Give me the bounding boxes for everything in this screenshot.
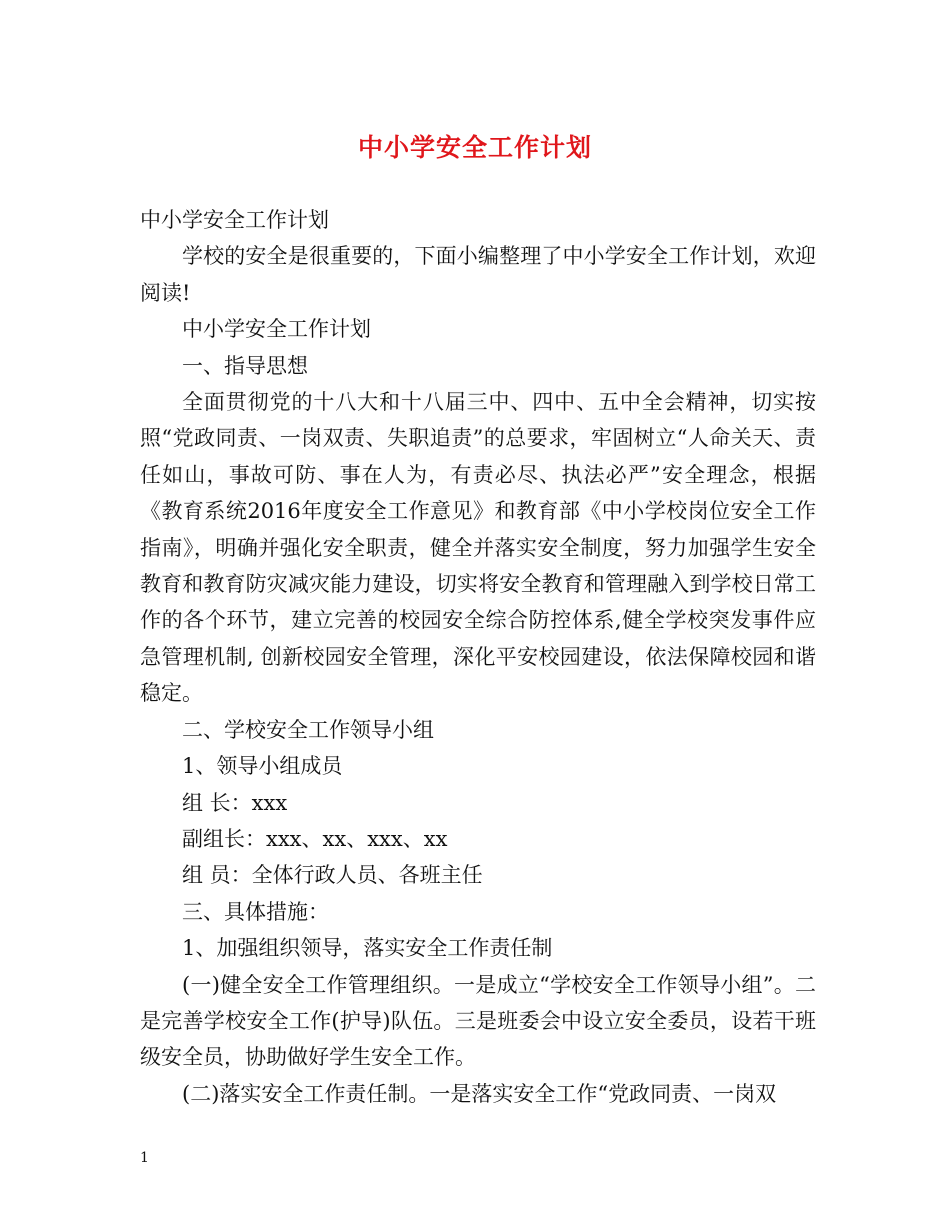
- paragraph: (二)落实安全工作责任制。一是落实安全工作“党政同责、一岗双: [182, 1081, 777, 1106]
- paragraph: 1、加强组织领导，落实安全工作责任制: [182, 936, 553, 961]
- paragraph: 组 员：全体行政人员、各班主任: [182, 863, 483, 888]
- paragraph: 1、领导小组成员: [182, 754, 343, 779]
- page-number: 1: [140, 1150, 149, 1166]
- paragraph: 副组长：xxx、xx、xxx、xx: [182, 826, 448, 851]
- paragraph: (一)健全安全工作管理组织。一是成立“学校安全工作领导小组”。二是完善学校安全工作(护导)队伍。三是班委会中设立安全委员，设若干班级安全员，协助做好学生安全工作。: [140, 972, 816, 1070]
- document-body: [140, 202, 816, 1112]
- paragraph: 全面贯彻党的十八大和十八届三中、四中、五中全会精神，切实按照“党政同责、一岗双责、失职追责”的总要求，牢固树立“人命关天、责任如山，事故可防、事在人为，有责必尽、执法必严”安全理念，根据《教育系统2016年度安全工作意见》和教育部《中小学校岗位安全工作指南》，明确并强化安全职责，健全并落实安全制度，努力加强学生安全教育和教育防灾减灾能力建设，切实将安全教育和管理融入到学校日常工作的各个环节，建立完善的校园安全综合防控体系,健全学校突发事件应急管理机制, 创新校园安全管理，深化平安校园建设，依法保障校园和谐稳定。: [140, 390, 816, 706]
- paragraph: 二、学校安全工作领导小组: [182, 717, 434, 742]
- paragraph: 一、指导思想: [182, 353, 308, 378]
- paragraph: 中小学安全工作计划: [140, 208, 329, 232]
- paragraph: 组 长：xxx: [182, 790, 288, 815]
- paragraph: 学校的安全是很重要的，下面小编整理了中小学安全工作计划，欢迎阅读!: [140, 244, 816, 305]
- paragraph: 三、具体措施：: [182, 899, 329, 924]
- paragraph: 中小学安全工作计划: [182, 317, 371, 342]
- document-title: 中小学安全工作计划: [357, 133, 592, 162]
